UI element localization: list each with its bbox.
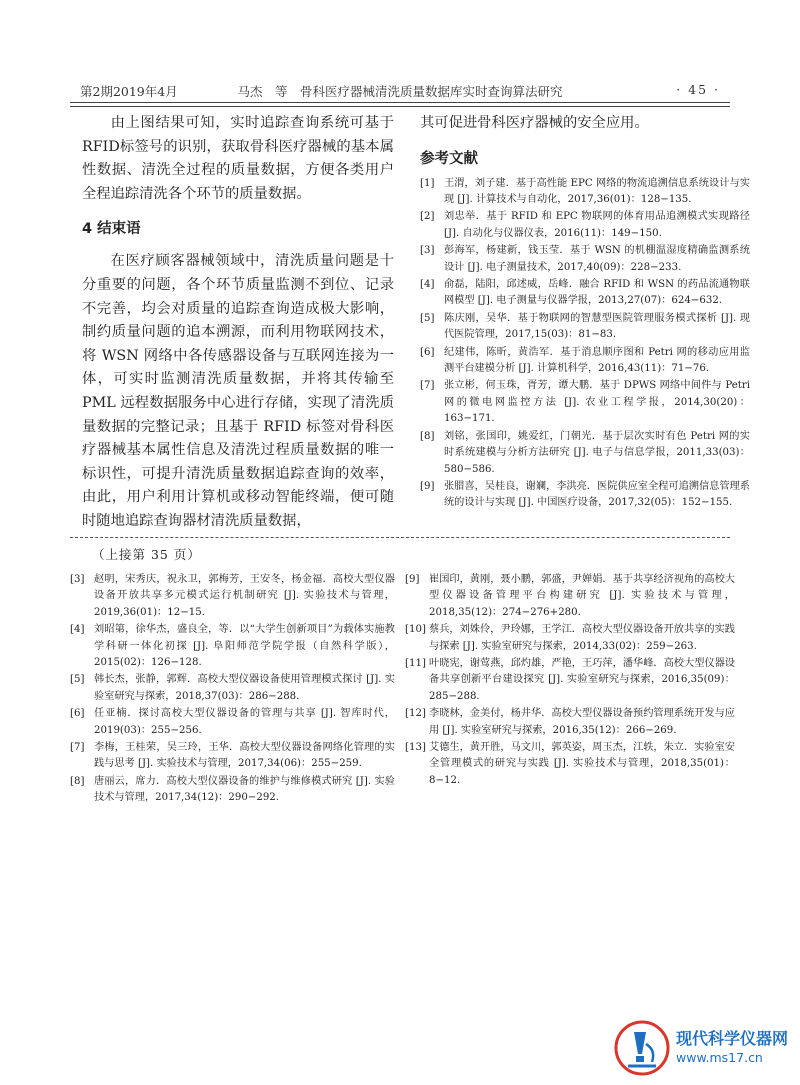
microscope-logo-icon bbox=[612, 1018, 672, 1078]
reference-item: [11] 叶晓宪，谢莺燕，邱灼雄，严艳，王巧萍，潘华峰．高校大型仪器设备共享创新平台建设探究 [J]. 实验室研究与探索，2016,35(09)：285−288. bbox=[405, 658, 735, 702]
reference-item: [7] 李梅，王桂荣，吴三玲，王华．高校大型仪器设备网络化管理的实践与思考 [J]. 实验技术与管理，2017,34(06)：255−259. bbox=[70, 742, 395, 770]
reference-item: [6] 纪建伟，陈昕，黄浩军．基于消息顺序图和 Petri 网的移动应用监测平台建模分析 [J]. 计算机科学，2016,43(11)：71−76. bbox=[420, 346, 750, 375]
reference-list bbox=[420, 176, 750, 512]
reference-item: [12] 李晓林，金美付，杨井华．高校大型仪器设备预约管理系统开发与应用 [J]. 实验室研究与探索，2016,35(12)：266−269. bbox=[405, 708, 735, 736]
reference-item: [5] 韩长杰，张静，郭辉．高校大型仪器设备使用管理模式探讨 [J]. 实验室研究与探索，2018,37(03)：286−288. bbox=[70, 674, 395, 702]
right-column bbox=[420, 112, 750, 513]
continued-from-note: （上接第 35 页） bbox=[92, 547, 201, 562]
reference-item: [6] 任亚楠．探讨高校大型仪器设备的管理与共享 [J]. 智库时代，2019(03)：255−256. bbox=[70, 708, 395, 736]
conclusion-continued: 其可促进骨科医疗器械的安全应用。 bbox=[420, 115, 649, 131]
reference-item: [8] 刘铭，张国印，姚爱红，门朝光．基于层次实时有色 Petri 网的实时系统建模与分析方法研究 [J]. 电子与信息学报，2011,33(03)：580−586. bbox=[420, 430, 750, 475]
reference-item: [9] 崔国印，黄刚，聂小鹏，郭盛，尹婵娟．基于共享经济视角的高校大型仪器设备管理平台构建研究 [J]. 实验技术与管理，2018,35(12)：274−276+280. bbox=[405, 574, 735, 618]
reference-item: [7] 张立彬，何玉珠，胥芳，谭大鹏．基于 DPWS 网络中间件与 Petri 网的微电网监控方法 [J]. 农业工程学报，2014,30(20)：163−171. bbox=[420, 380, 750, 425]
reference-item: [2] 刘忠举．基于 RFID 和 EPC 物联网的体育用品追溯模式实现路径 [J]. 自动化与仪器仪表，2016(11)：149−150. bbox=[420, 211, 750, 239]
reference-item: [9] 张腊喜，吴桂良，谢斓，李洪亮．医院供应室全程可追溯信息管理系统的设计与实现 [J]. 中国医疗设备，2017,32(05)：152−155. bbox=[420, 480, 750, 509]
reference-item: [10] 蔡兵，刘姝伶，尹玲娜，王学江．高校大型仪器设备开放共享的实践与探索 [J]. 实验室研究与探索，2014,33(02)：259−263. bbox=[405, 624, 735, 652]
dashed-separator bbox=[70, 537, 730, 538]
reference-item: [13] 艾德生，黄开胜，马文川，郭英姿，周玉杰，江轶，朱立．实验室安全管理模式的研究与实践 [J]. 实验技术与管理，2018,35(01)：8−12. bbox=[405, 742, 735, 786]
reference-item: [4] 刘昭第，徐华杰，盛良全，等．以“大学生创新项目”为载体实施教学科研一体化初探 [J]. 阜阳师范学院学报（自然科学版），2015(02)：126−128. bbox=[70, 624, 395, 669]
running-title: 马杰 等 骨科医疗器械清洗质量数据库实时查询算法研究 bbox=[237, 84, 563, 99]
section-heading-conclusion: 4 结束语 bbox=[82, 221, 141, 238]
logo-url: www.ms17.cn bbox=[676, 1050, 763, 1065]
result-paragraph: 由上图结果可知，实时追踪查询系统可基于RFID标签号的识别，获取骨科医疗器械的基本属性数据、清洗全过程的质量数据，方便各类用户全程追踪清洗各个环节的质量数据。 bbox=[82, 115, 394, 202]
page-number: · 45 · bbox=[676, 82, 720, 97]
site-logo bbox=[612, 1018, 792, 1078]
conclusion-paragraph: 在医疗顾客器械领域中，清洗质量问题是十分重要的问题，各个环节质量监测不到位、记录不完善，均会对质量的追踪查询造成极大影响，制约质量问题的追本溯源，而利用物联网技术，将 WSN 网络中各传感器设备与互联网连接为一体，可实时监测清洗质量数据，并将其传输至 PML 远程数据服务中心进行存储，实现了清洗质量数据的完整记录；且基于 RFID 标签对骨科医疗器械基本属性信息及清洗过程质量数据的唯一标识性，可提升清洗质量数据追踪查询的效率，由此，用户利用计算机或移动智能终端，便可随时随地追踪查询器材清洗质量数据， bbox=[82, 253, 394, 529]
reference-item: [4] 俞磊，陆阳，邱述威，岳峰．融合 RFID 和 WSN 的药品流通物联网模型 [J]. 电子测量与仪器学报，2013,27(07)：624−632. bbox=[420, 279, 750, 307]
continued-refs-right bbox=[405, 572, 735, 790]
logo-name: 现代科学仪器网 bbox=[676, 1029, 789, 1048]
header-rule-thick bbox=[70, 102, 730, 103]
reference-item: [5] 陈庆刚，吴华．基于物联网的智慧型医院管理服务模式探析 [J]. 现代医院管理，2017,15(03)：81−83. bbox=[420, 312, 750, 341]
reference-item: [1] 王渭，刘子建．基于高性能 EPC 网络的物流追溯信息系统设计与实现 [J]. 计算技术与自动化，2017,36(01)：128−135. bbox=[420, 177, 750, 205]
reference-item: [8] 唐丽云，席力．高校大型仪器设备的维护与维修模式研究 [J]. 实验技术与管理，2017,34(12)：290−292. bbox=[70, 775, 395, 804]
issue-info: 第2期2019年4月 bbox=[80, 84, 178, 99]
references-heading: 参考文献 bbox=[420, 150, 478, 167]
left-column bbox=[82, 112, 394, 534]
header-rule-thin bbox=[70, 106, 730, 107]
running-header bbox=[80, 82, 720, 100]
reference-item: [3] 彭海军，杨建新，钱玉莹．基于 WSN 的机棚温湿度精确监测系统设计 [J]. 电子测量技术，2017,40(09)：228−233. bbox=[420, 245, 750, 273]
continued-refs-left bbox=[70, 572, 395, 808]
reference-item: [3] 赵明，宋秀庆，祝永卫，郭梅芳，王安冬，杨金福．高校大型仪器设备开放共享多元模式运行机制研究 [J]. 实验技术与管理，2019,36(01)：12−15. bbox=[70, 574, 395, 618]
